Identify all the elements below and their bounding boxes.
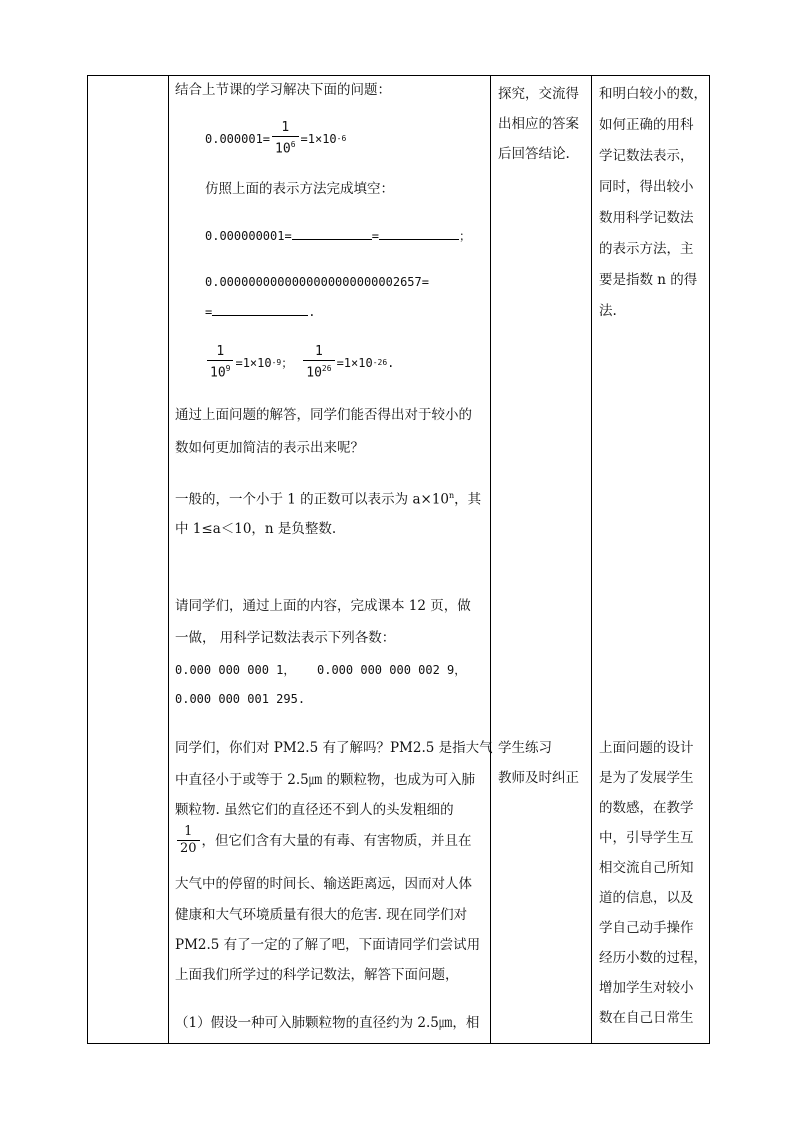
pm-line-1: 同学们，你们对 PM2.5 有了解吗？PM2.5 是指大气: [175, 740, 493, 756]
pm-line-8: 上面我们所学过的科学记数法，解答下面问题，: [175, 967, 459, 983]
intent-top-line: 数用科学记数法: [599, 210, 694, 226]
intent-bottom-line: 相交流自己所知: [599, 860, 694, 876]
eq3-fraction: [303, 344, 334, 381]
activity-bottom-line: 学生练习: [498, 740, 552, 756]
pm-line-3: 颗粒物. 虽然它们的直径还不到人的头发粗细的: [175, 802, 454, 818]
eq1-right-exp: -6: [336, 133, 347, 143]
general-rule-line-2: 中 1≤a＜10，n 是负整数.: [175, 521, 337, 537]
fill-blank-2: [205, 302, 315, 322]
fill-blank-1: [205, 226, 471, 246]
task-number-3: 0.000 000 001 295.: [175, 692, 306, 706]
section-column: [88, 76, 169, 1044]
student-activity-column: [491, 76, 592, 1044]
general-rule-line-1: [175, 486, 481, 510]
eq2-den-exp: 9: [225, 364, 231, 373]
pm-line-9: （1）假设一种可入肺颗粒物的直径约为 2.5㎛，相: [175, 1015, 480, 1031]
task-number-1: 0.000 000 000 1，: [175, 663, 296, 677]
lesson-plan-table: [87, 75, 710, 1044]
pm-line-5: 大气中的停留的时间长、输送距离远，因而对人体: [175, 876, 472, 892]
pm-fraction-denominator: 20: [177, 840, 200, 857]
eq2-sep: ；: [281, 355, 294, 370]
fill-blank-2-line: 0.0000000000000000000000002657=: [205, 275, 429, 289]
fill2-start: =: [205, 305, 213, 319]
eq2-numerator: 1: [216, 344, 225, 359]
eq2-denominator: [207, 360, 233, 381]
general-1b-exp: n: [449, 491, 455, 500]
pm-fraction-numerator: 1: [184, 824, 193, 839]
pm-fraction: [177, 824, 200, 857]
intent-top-line: 法.: [599, 303, 617, 319]
power-equations: [205, 344, 394, 381]
intent-bottom-block: [599, 733, 707, 1033]
answer-blank-1a[interactable]: [292, 229, 372, 240]
eq2-right-exp: -9: [271, 357, 282, 367]
eq3-denominator: [303, 360, 334, 381]
question-line-1: 通过上面问题的解答，同学们能否得出对于较小的: [175, 407, 472, 423]
intent-top-line: 的表示方法，主: [599, 241, 694, 257]
intent-bottom-line: 上面问题的设计: [599, 740, 694, 756]
eq1-fraction: [272, 120, 298, 157]
eq2-den-base: 10: [210, 365, 226, 381]
intent-bottom-line: 数在自己日常生: [599, 1010, 694, 1026]
intent-bottom-line: 是为了发展学生: [599, 770, 694, 786]
content-column: [169, 76, 491, 1044]
task-line-1: 请同学们，通过上面的内容，完成课本 12 页，做: [175, 598, 471, 614]
fill2-end: .: [308, 305, 316, 319]
activity-top-line: 出相应的答案: [498, 116, 579, 132]
answer-blank-2[interactable]: [212, 305, 308, 316]
eq3-den-exp: 26: [321, 364, 332, 373]
task-number-2: 0.000 000 000 002 9，: [317, 663, 467, 677]
general-1a: 一般的，一个小于 1 的正数可以表示为 a×10: [175, 491, 450, 508]
eq1-den-base: 10: [275, 141, 291, 157]
intent-top-line: 同时，得出较小: [599, 179, 694, 195]
eq3-right-exp: -26: [372, 357, 388, 367]
intro-text: 结合上节课的学习解决下面的问题：: [175, 82, 391, 98]
answer-blank-1b[interactable]: [379, 229, 459, 240]
fill1-mid: =: [371, 229, 379, 243]
intent-top-line: 如何正确的用科: [599, 117, 694, 133]
intent-top-line: 要是指数 n 的得: [599, 272, 698, 288]
eq2-right: =1×10: [235, 355, 272, 370]
activity-bottom-block: [498, 733, 579, 793]
activity-top-line: 探究，交流得: [498, 86, 579, 102]
intent-top-line: 学记数法表示，: [599, 148, 694, 164]
pm-line-4-text: ，但它们含有大量的有毒、有害物质，并且在: [201, 832, 472, 849]
general-1c: ，其: [454, 491, 482, 508]
intent-bottom-line: 中，引导学生互: [599, 830, 694, 846]
eq1-numerator: 1: [281, 120, 290, 135]
intent-bottom-line: 增加学生对较小: [599, 980, 694, 996]
task-line-2: 一做， 用科学记数法表示下列各数：: [175, 630, 396, 646]
fill1-end: ；: [458, 229, 471, 243]
intent-top-block: [599, 79, 707, 327]
example-equation: [205, 120, 346, 157]
intent-bottom-line: 道的信息，以及: [599, 890, 694, 906]
intent-bottom-line: 学自己动手操作: [599, 920, 694, 936]
intent-bottom-line: 经历小数的过程，: [599, 950, 707, 966]
eq1-left: 0.000001=: [205, 131, 271, 146]
intent-top-line: 和明白较小的数，: [599, 86, 707, 102]
fill1-left: 0.000000001=: [205, 229, 292, 243]
eq1-denominator: [272, 136, 298, 157]
pm-line-7: PM2.5 有了一定的了解了吧，下面请同学们尝试用: [175, 937, 481, 953]
pm-line-4: [175, 824, 472, 857]
eq2-fraction: [207, 344, 233, 381]
question-line-2: 数如何更加简洁的表示出来呢？: [175, 440, 364, 456]
pm-line-6: 健康和大气环境质量有很大的危害. 现在同学们对: [175, 907, 468, 923]
imitate-instruction: 仿照上面的表示方法完成填空：: [205, 181, 394, 197]
eq1-den-exp: 6: [290, 140, 296, 149]
intent-bottom-line: 的数感，在教学: [599, 800, 694, 816]
eq3-den-base: 10: [306, 365, 322, 381]
activity-top-block: [498, 79, 579, 169]
eq3-numerator: 1: [315, 344, 323, 359]
pm-line-2: 中直径小于或等于 2.5㎛ 的颗粒物，也成为可入肺: [175, 772, 476, 788]
activity-top-line: 后回答结论.: [498, 146, 570, 162]
eq1-right: =1×10: [300, 131, 337, 146]
activity-bottom-line: 教师及时纠正: [498, 770, 579, 786]
eq3-right: =1×10: [336, 355, 373, 370]
design-intent-column: [592, 76, 710, 1044]
eq3-end: .: [387, 355, 395, 370]
